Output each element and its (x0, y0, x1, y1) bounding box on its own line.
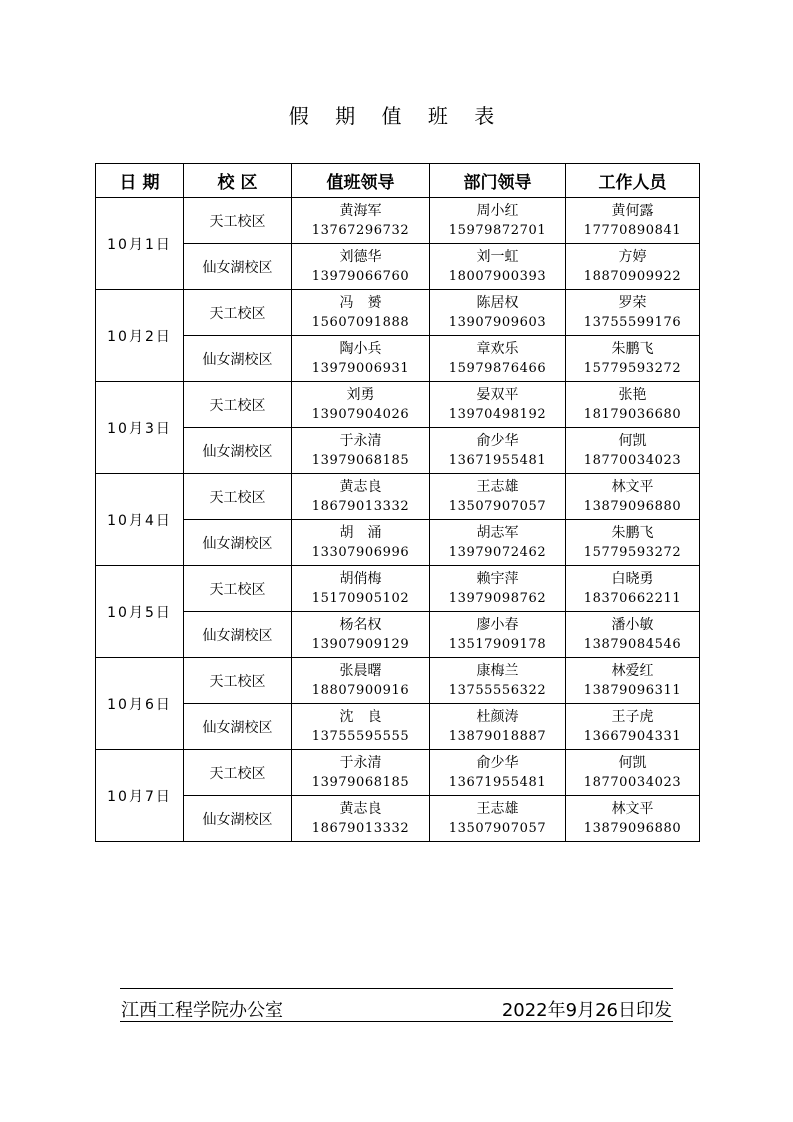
staff-phone: 18179036680 (583, 406, 682, 422)
dept-leader-name: 晏双平 (476, 386, 519, 403)
staff-name: 何凯 (618, 432, 647, 449)
dept-leader-cell (430, 474, 566, 520)
staff-cell (566, 520, 700, 566)
duty-leader-phone: 13755595555 (311, 728, 410, 744)
staff-name: 林文平 (611, 800, 654, 817)
duty-leader-phone: 18679013332 (311, 820, 410, 836)
duty-leader-name: 于永清 (339, 432, 382, 449)
dept-leader-phone: 13671955481 (448, 452, 547, 468)
dept-leader-cell (430, 428, 566, 474)
dept-leader-name: 廖小春 (476, 616, 519, 633)
dept-leader-name: 俞少华 (476, 432, 519, 449)
dept-leader-name: 俞少华 (476, 754, 519, 771)
campus-cell: 仙女湖校区 (184, 428, 292, 474)
duty-leader-cell (292, 198, 430, 244)
campus-cell: 天工校区 (184, 474, 292, 520)
staff-cell (566, 198, 700, 244)
staff-phone: 13755599176 (583, 314, 682, 330)
dept-leader-name: 王志雄 (476, 800, 519, 817)
header-dept-leader: 部门领导 (430, 164, 566, 198)
duty-leader-name: 杨名权 (339, 616, 382, 633)
header-duty-leader: 值班领导 (292, 164, 430, 198)
table-row (96, 290, 700, 336)
dept-leader-cell (430, 704, 566, 750)
duty-leader-phone: 15170905102 (311, 590, 410, 606)
duty-leader-name: 冯 赟 (339, 294, 382, 311)
dept-leader-phone: 13507907057 (448, 820, 547, 836)
dept-leader-name: 杜颜涛 (476, 708, 519, 725)
duty-leader-cell (292, 336, 430, 382)
staff-phone: 18770034023 (583, 452, 682, 468)
campus-cell: 天工校区 (184, 566, 292, 612)
dept-leader-phone: 13507907057 (448, 498, 547, 514)
staff-name: 朱鹏飞 (611, 340, 654, 357)
duty-leader-phone: 13979068185 (311, 774, 410, 790)
table-row (96, 566, 700, 612)
campus-cell: 仙女湖校区 (184, 704, 292, 750)
dept-leader-cell (430, 244, 566, 290)
staff-phone: 18870909922 (583, 268, 682, 284)
staff-cell (566, 658, 700, 704)
campus-cell: 天工校区 (184, 290, 292, 336)
duty-leader-phone: 13907904026 (311, 406, 410, 422)
date-cell: 10月7日 (96, 750, 184, 842)
staff-phone: 13879096311 (583, 682, 682, 698)
staff-phone: 15779593272 (583, 360, 682, 376)
dept-leader-cell (430, 750, 566, 796)
table-row (96, 612, 700, 658)
dept-leader-phone: 18007900393 (448, 268, 547, 284)
table-row (96, 750, 700, 796)
duty-leader-cell (292, 244, 430, 290)
staff-name: 白晓勇 (611, 570, 654, 587)
campus-cell: 仙女湖校区 (184, 612, 292, 658)
date-cell: 10月1日 (96, 198, 184, 290)
duty-leader-phone: 18679013332 (311, 498, 410, 514)
dept-leader-name: 章欢乐 (476, 340, 519, 357)
dept-leader-phone: 13671955481 (448, 774, 547, 790)
duty-leader-name: 于永清 (339, 754, 382, 771)
staff-name: 林文平 (611, 478, 654, 495)
duty-leader-phone: 13907909129 (311, 636, 410, 652)
dept-leader-cell (430, 612, 566, 658)
dept-leader-name: 周小红 (476, 202, 519, 219)
date-cell: 10月3日 (96, 382, 184, 474)
staff-cell (566, 382, 700, 428)
staff-name: 方婷 (618, 248, 647, 265)
dept-leader-phone: 13907909603 (448, 314, 547, 330)
campus-cell: 仙女湖校区 (184, 244, 292, 290)
duty-leader-name: 沈 良 (339, 708, 382, 725)
table-row (96, 244, 700, 290)
staff-cell (566, 474, 700, 520)
staff-phone: 13879096880 (583, 820, 682, 836)
duty-leader-cell (292, 612, 430, 658)
table-row (96, 336, 700, 382)
duty-leader-phone: 15607091888 (311, 314, 410, 330)
date-cell: 10月2日 (96, 290, 184, 382)
campus-cell: 仙女湖校区 (184, 336, 292, 382)
staff-name: 王子虎 (611, 708, 654, 725)
duty-leader-name: 胡 涌 (339, 524, 382, 541)
dept-leader-name: 陈居权 (476, 294, 519, 311)
footer-bottom-rule (120, 1021, 673, 1022)
duty-leader-phone: 13767296732 (311, 222, 410, 238)
staff-name: 罗荣 (618, 294, 647, 311)
staff-phone: 18770034023 (583, 774, 682, 790)
duty-leader-name: 黄志良 (339, 800, 382, 817)
staff-name: 张艳 (618, 386, 647, 403)
duty-leader-cell (292, 750, 430, 796)
page-title: 假 期 值 班 表 (288, 104, 505, 128)
campus-cell: 天工校区 (184, 658, 292, 704)
staff-phone: 18370662211 (583, 590, 682, 606)
duty-leader-cell (292, 796, 430, 842)
duty-leader-phone: 13979006931 (311, 360, 410, 376)
staff-name: 朱鹏飞 (611, 524, 654, 541)
staff-cell (566, 612, 700, 658)
staff-phone: 13879096880 (583, 498, 682, 514)
table-header-row (96, 164, 700, 198)
staff-cell (566, 750, 700, 796)
dept-leader-cell (430, 520, 566, 566)
staff-name: 何凯 (618, 754, 647, 771)
dept-leader-cell (430, 796, 566, 842)
table-row (96, 658, 700, 704)
dept-leader-cell (430, 658, 566, 704)
staff-cell (566, 566, 700, 612)
duty-schedule-table (95, 163, 700, 842)
date-cell: 10月6日 (96, 658, 184, 750)
table-row (96, 474, 700, 520)
staff-phone: 15779593272 (583, 544, 682, 560)
staff-cell (566, 336, 700, 382)
header-campus: 校 区 (184, 164, 292, 198)
staff-cell (566, 796, 700, 842)
duty-leader-cell (292, 658, 430, 704)
dept-leader-name: 赖宇萍 (476, 570, 519, 587)
duty-leader-phone: 13979066760 (311, 268, 410, 284)
staff-cell (566, 704, 700, 750)
campus-cell: 天工校区 (184, 198, 292, 244)
footer-office: 江西工程学院办公室 (121, 1000, 283, 1021)
dept-leader-cell (430, 566, 566, 612)
campus-cell: 仙女湖校区 (184, 520, 292, 566)
dept-leader-phone: 13970498192 (448, 406, 547, 422)
staff-cell (566, 244, 700, 290)
duty-leader-cell (292, 474, 430, 520)
footer-top-rule (120, 988, 673, 989)
duty-leader-cell (292, 290, 430, 336)
dept-leader-name: 胡志军 (476, 524, 519, 541)
dept-leader-phone: 13979072462 (448, 544, 547, 560)
dept-leader-phone: 15979872701 (448, 222, 547, 238)
duty-leader-phone: 18807900916 (311, 682, 410, 698)
dept-leader-name: 刘一虹 (476, 248, 519, 265)
table-row (96, 796, 700, 842)
staff-cell (566, 290, 700, 336)
duty-leader-cell (292, 428, 430, 474)
dept-leader-cell (430, 198, 566, 244)
staff-phone: 13667904331 (583, 728, 682, 744)
footer-issue-date: 2022年9月26日印发 (501, 1000, 672, 1021)
duty-leader-cell (292, 704, 430, 750)
dept-leader-name: 康梅兰 (476, 662, 519, 679)
duty-leader-name: 陶小兵 (339, 340, 382, 357)
dept-leader-phone: 13755556322 (448, 682, 547, 698)
duty-leader-phone: 13307906996 (311, 544, 410, 560)
duty-leader-name: 胡俏梅 (339, 570, 382, 587)
duty-leader-cell (292, 382, 430, 428)
staff-phone: 13879084546 (583, 636, 682, 652)
dept-leader-cell (430, 382, 566, 428)
dept-leader-phone: 15979876466 (448, 360, 547, 376)
dept-leader-name: 王志雄 (476, 478, 519, 495)
dept-leader-phone: 13517909178 (448, 636, 547, 652)
date-cell: 10月4日 (96, 474, 184, 566)
duty-leader-name: 刘勇 (346, 386, 375, 403)
staff-name: 黄何露 (611, 202, 654, 219)
dept-leader-phone: 13879018887 (448, 728, 547, 744)
duty-leader-name: 黄志良 (339, 478, 382, 495)
date-cell: 10月5日 (96, 566, 184, 658)
duty-leader-cell (292, 520, 430, 566)
table-row (96, 382, 700, 428)
schedule-body (96, 198, 700, 842)
staff-name: 潘小敏 (611, 616, 654, 633)
table-row (96, 520, 700, 566)
duty-leader-phone: 13979068185 (311, 452, 410, 468)
header-date: 日 期 (96, 164, 184, 198)
header-staff: 工作人员 (566, 164, 700, 198)
duty-leader-name: 张晨曙 (339, 662, 382, 679)
duty-leader-name: 黄海军 (339, 202, 382, 219)
duty-leader-cell (292, 566, 430, 612)
table-row (96, 704, 700, 750)
table-row (96, 198, 700, 244)
campus-cell: 天工校区 (184, 750, 292, 796)
table-row (96, 428, 700, 474)
duty-leader-name: 刘德华 (339, 248, 382, 265)
staff-name: 林爱红 (611, 662, 654, 679)
staff-phone: 17770890841 (583, 222, 682, 238)
staff-cell (566, 428, 700, 474)
dept-leader-cell (430, 336, 566, 382)
dept-leader-phone: 13979098762 (448, 590, 547, 606)
dept-leader-cell (430, 290, 566, 336)
campus-cell: 天工校区 (184, 382, 292, 428)
campus-cell: 仙女湖校区 (184, 796, 292, 842)
